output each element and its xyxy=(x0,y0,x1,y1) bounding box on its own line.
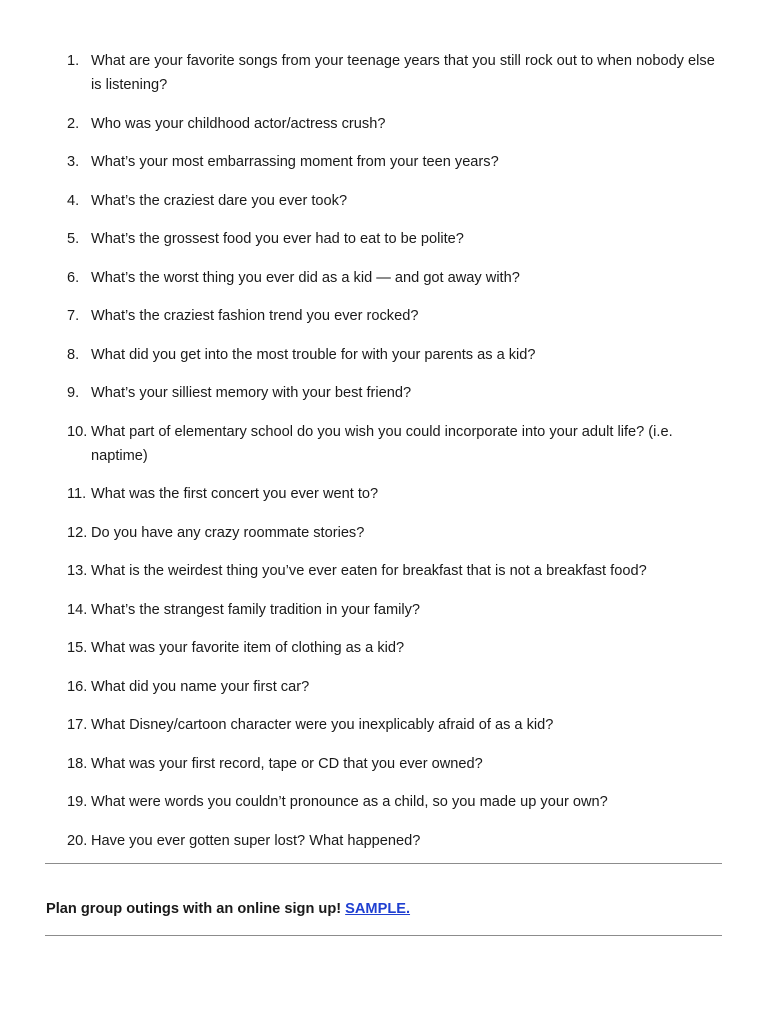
question-number: 4. xyxy=(67,192,80,209)
question-text: What’s the craziest fashion trend you ever rocked? xyxy=(91,308,419,324)
question-number: 13. xyxy=(67,563,88,579)
question-text: What is the weirdest thing you’ve ever eaten for breakfast that is not a breakfast food? xyxy=(91,563,647,579)
question-item xyxy=(0,675,768,699)
question-text: Do you have any crazy roommate stories? xyxy=(91,524,365,541)
question-text: What was your first record, tape or CD that you ever owned? xyxy=(91,755,483,772)
sample-link[interactable]: SAMPLE. xyxy=(345,901,411,917)
question-number: 2. xyxy=(67,115,80,132)
question-text: What was your favorite item of clothing as a kid? xyxy=(91,640,405,656)
question-text: What’s the craziest dare you ever took? xyxy=(91,192,348,209)
question-item xyxy=(0,829,768,853)
question-item xyxy=(0,112,768,136)
question-number: 19. xyxy=(67,794,88,810)
question-item xyxy=(0,420,768,468)
promo-line xyxy=(46,899,410,919)
question-number: 3. xyxy=(67,154,80,170)
question-text: What was the first concert you ever went to? xyxy=(91,486,379,502)
question-number: 14. xyxy=(67,601,88,618)
question-text: What’s the grossest food you ever had to eat to be polite? xyxy=(91,231,464,247)
question-number: 11. xyxy=(67,486,87,502)
question-text: What did you name your first car? xyxy=(91,678,310,695)
question-item xyxy=(0,381,768,405)
question-item xyxy=(0,559,768,583)
question-item xyxy=(0,304,768,328)
question-number: 1. xyxy=(67,53,80,69)
question-number: 6. xyxy=(67,269,80,286)
question-number: 17. xyxy=(67,717,88,733)
question-number: 7. xyxy=(67,308,80,324)
divider-bottom xyxy=(45,935,722,936)
question-item xyxy=(0,752,768,776)
question-text: What Disney/cartoon character were you inexplicably afraid of as a kid? xyxy=(91,717,554,733)
question-item xyxy=(0,521,768,545)
question-item xyxy=(0,266,768,290)
promo-text: Plan group outings with an online sign up! xyxy=(46,901,346,917)
question-number: 18. xyxy=(67,755,88,772)
question-text: What’s your silliest memory with your best friend? xyxy=(91,385,412,401)
divider-top xyxy=(45,863,722,864)
question-item xyxy=(0,150,768,174)
question-item xyxy=(0,343,768,367)
question-item xyxy=(0,713,768,737)
question-item xyxy=(0,189,768,213)
question-item xyxy=(0,636,768,660)
question-text: What’s the strangest family tradition in your family? xyxy=(91,601,421,618)
question-number: 16. xyxy=(67,678,88,695)
question-number: 10. xyxy=(67,423,88,440)
question-text: What’s your most embarrassing moment from your teen years? xyxy=(91,154,499,170)
question-number: 8. xyxy=(67,346,80,363)
question-number: 12. xyxy=(67,524,88,541)
question-number: 9. xyxy=(67,385,80,401)
question-text: What were words you couldn’t pronounce as a child, so you made up your own? xyxy=(91,794,608,810)
question-item xyxy=(0,49,768,97)
question-text: What part of elementary school do you wish you could incorporate into your adult life? (i.e. naptime) xyxy=(91,423,673,464)
question-number: 20. xyxy=(67,832,88,849)
question-number: 5. xyxy=(67,231,80,247)
question-item xyxy=(0,482,768,506)
question-list xyxy=(0,49,768,867)
question-text: Have you ever gotten super lost? What happened? xyxy=(91,832,421,849)
question-text: What are your favorite songs from your teenage years that you still rock out to when nobody else is listening? xyxy=(91,53,715,93)
question-item xyxy=(0,227,768,251)
question-number: 15. xyxy=(67,640,88,656)
question-text: Who was your childhood actor/actress crush? xyxy=(91,115,386,132)
question-item xyxy=(0,598,768,622)
question-item xyxy=(0,790,768,814)
question-text: What did you get into the most trouble for with your parents as a kid? xyxy=(91,346,536,363)
question-text: What’s the worst thing you ever did as a kid — and got away with? xyxy=(91,269,520,286)
